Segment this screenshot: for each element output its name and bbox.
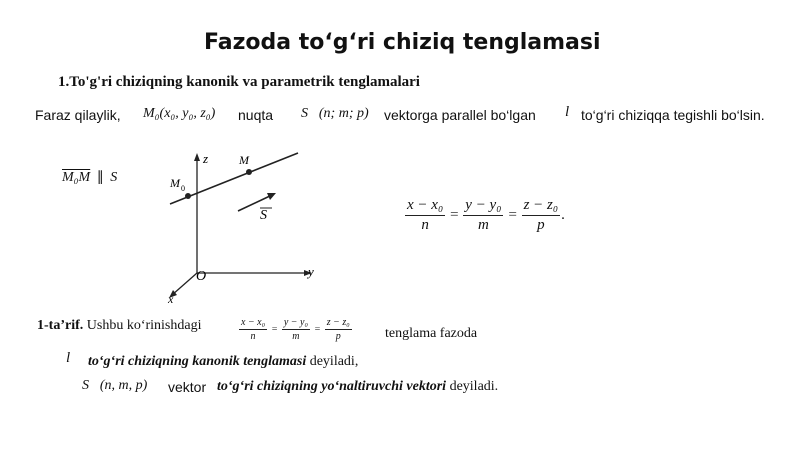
nuqta-text: nuqta xyxy=(238,107,274,123)
x-axis xyxy=(172,273,197,295)
m0-label: M xyxy=(170,176,180,190)
small-eq-denominator-m: m xyxy=(292,331,300,342)
definition-equation xyxy=(238,317,353,342)
origin-label: O xyxy=(196,269,207,284)
eq-denominator-n: n xyxy=(421,217,429,233)
point-m-dot xyxy=(246,169,252,175)
small-eq-denominator-n: n xyxy=(250,331,256,342)
parallel-condition xyxy=(62,169,128,186)
vector-m0m: M₀M xyxy=(62,170,91,185)
definition-text: Ushbu ko‘rinishdagi xyxy=(86,318,202,333)
z-label: z xyxy=(203,151,209,166)
section-subtitle: 1.To'g'ri chiziqning kanonik va parametrik tenglamalari xyxy=(58,74,420,90)
small-eq-numerator-x: x − x₀ xyxy=(241,317,266,328)
definition-l: l xyxy=(66,350,71,366)
eq-numerator-y: y − y₀ xyxy=(463,197,503,216)
kanonik-term: to‘g‘ri chiziqning kanonik tenglamasi xyxy=(88,354,307,369)
deyiladi-2: deyiladi. xyxy=(449,379,499,394)
s-label: S xyxy=(260,208,267,223)
belongs-text: to‘g‘ri chiziqqa tegishli bo‘lsin. xyxy=(581,107,765,123)
point-m0-dot xyxy=(185,193,191,199)
small-eq-sign: = xyxy=(313,324,321,335)
definition-vector: S⃗(n, m, p) xyxy=(82,378,148,393)
page-title: Fazoda to‘g‘ri chiziq tenglamasi xyxy=(204,30,601,55)
eq-sign: = xyxy=(449,207,460,223)
m0-subscript: 0 xyxy=(181,184,185,193)
definition-line xyxy=(37,318,201,334)
y-label: y xyxy=(308,264,314,279)
definition-label: 1-ta’rif. xyxy=(37,318,84,333)
deyiladi-1: deyiladi, xyxy=(309,354,359,369)
yonal-line xyxy=(217,379,498,395)
point-m0: M₀(x₀, y₀, z₀) xyxy=(143,106,216,121)
parallel-symbol: ∥ xyxy=(96,170,104,185)
x-label: x xyxy=(168,292,174,305)
definition-after: tenglama fazoda xyxy=(385,326,478,341)
eq-denominator-p: p xyxy=(537,217,545,233)
vector-word: vektor xyxy=(168,379,207,395)
vector-s: S⃗(n; m; p) xyxy=(301,106,369,121)
coordinate-diagram xyxy=(160,145,325,305)
eq-sign: = xyxy=(507,207,518,223)
small-eq-numerator-z: z − z₀ xyxy=(326,317,350,328)
parallel-text: vektorga parallel bo‘lgan xyxy=(384,107,536,123)
small-eq-sign: = xyxy=(271,324,278,335)
canonical-equation xyxy=(404,197,565,234)
intro-text: Faraz qilaylik, xyxy=(35,107,121,123)
vector-s-symbol: S⃗ xyxy=(110,170,129,185)
m-label: M xyxy=(239,153,249,167)
eq-denominator-m: m xyxy=(477,217,489,233)
small-eq-denominator-p: p xyxy=(335,331,341,342)
z-arrowhead xyxy=(194,153,200,161)
eq-numerator-z: z − z₀ xyxy=(522,197,561,216)
eq-numerator-x: x − x₀ xyxy=(405,197,445,216)
kanonik-line xyxy=(88,354,358,370)
yonal-term: to‘g‘ri chiziqning yo‘naltiruvchi vektori xyxy=(217,379,447,394)
line-l: l xyxy=(565,104,570,120)
eq-period: . xyxy=(561,206,565,223)
small-eq-numerator-y: y − y₀ xyxy=(283,317,308,328)
